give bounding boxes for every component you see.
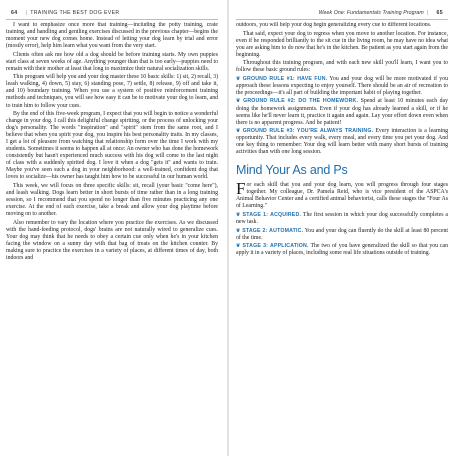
stage-text: You and your dog can fluently do the skill at least 80 percent of the time. [236,227,448,241]
left-header-rule [6,19,218,20]
paragraph: Throughout this training program, and with each new skill you'll learn, I want you to follow these basic ground rules: [236,60,448,74]
ground-rule-label: ❦ GROUND RULE #1: HAVE FUN. [236,75,328,82]
stage-label: ❦ STAGE 2: AUTOMATIC. [236,227,304,234]
paragraph: This week, we will focus on three specific skills: sit, recall (your basic "come here"), and leash walking. Dogs learn better in short bursts of time rather than in a long training session, so I recommend that you spend no longer than five minutes practicing any one exercise. At the end of each exercise, take a break and allow your dog playtime before moving on to another. [6,183,218,218]
paragraph: By the end of this five-week program, I expect that you will begin to notice a wonderful change in your dog. I call this delightful change spiriting, or the process of unlocking your dog's personality. The words "inspiration" and "spirit" stem from the same root, and I believe that when you spirit your dog, you inspire his best personality traits. In my classes, I get a lot of pleasure from watching that relationship form over the time I work with my students. Sometimes it seems to happen all at once: An owner who has done the homework consistently but hasn't experienced much success with his dog will come to the last night of class with a suddenly spirited dog. I love it when a dog "gets it" and wants to train. Maybe you've seen such a dog in your neighborhood: a well-trained, confident dog that loves to socialize—his owner has taught him how to be successful in our human world. [6,111,218,181]
left-page [6,22,218,440]
stage-item [236,212,448,226]
stage-item [236,243,448,257]
ground-rule-label: ❦ GROUND RULE #3: YOU'RE ALWAYS TRAINING. [236,128,374,135]
paragraph: Also remember to vary the location where you practice the exercises. As we discussed with the hand-feeding protocol, dogs' brains are not naturally wired to generalize cues. Your dog may think that he needs to obey a certain cue only when he's in your kitchen facing the window on a sunny day with that bag of treats on the kitchen counter. By making sure to practice the exercises in a variety of places, at different times of day, both indoors and [6,219,218,261]
ground-rule [236,98,448,126]
section-title: Mind Your As and Ps [236,163,348,178]
stage-text: The first session in which your dog successfully completes a new task. [236,212,448,226]
paragraph: outdoors, you will help your dog begin generalizing every cue to different locations. [236,22,432,28]
ground-rule-text: You and your dog will be more motivated if you approach these lessons expecting to enjoy yourself. There should be an air of recreation to the proceedings—it's all part of building the important habit of playing together. [236,75,448,96]
right-running-head: Week One: Fundamentals Training Program | 65 [318,10,443,16]
right-running-title: Week One: Fundamentals Training Program [318,10,424,16]
right-page [236,22,448,440]
ground-rule-text: Spend at least 10 minutes each day doing the homework assignments. Even if your dog has already learned a skill, or if he seems like he'll never learn it, practice it again and again. Lay your effort down even when there is no apparent progress. And be patient! [236,98,448,126]
stage-item [236,228,448,242]
right-header-rule [236,19,448,20]
paragraph: That said, expect your dog to regress when you move to another location. For instance, even if he responded brilliantly to the sit cue in the living room, he may have no idea what you are asking him to do now that he's in the kitchen. Be patient as you start again from the beginning. [236,30,448,58]
book-gutter [227,0,229,456]
drop-cap: F [236,179,246,199]
left-running-title: TRAINING THE BEST DOG EVER [30,10,120,16]
section-intro: For each skill that you and your dog learn, you will progress through four stages together. My colleague, Dr. Pamela Reid, who is vice president of the ASPCA's Animal Behavior Center and a certified animal behaviorist, calls these stages the "Four As of Learning." [236,179,448,210]
left-page-number: 64 [11,10,18,16]
paragraph: I want to emphasize once more that training—including the potty training, crate training, and handling and gentling exercises discussed in the previous chapter—begins the moment your new dog comes home. Instead of letting your dog learn by trial and error (mostly error), help him learn what you want from the very start. [6,22,218,50]
ground-rule-label: ❦ GROUND RULE #2: DO THE HOMEWORK. [236,98,359,105]
paragraph: Clients often ask me how old a dog should be before training starts. My own puppies start class at seven weeks of age. Anything younger than that is too early—puppies need to remain with their mother at least that long to maximize their natural socialization skills. [6,51,218,72]
ground-rule [236,76,448,97]
stage-text: The two of you have generalized the skill so that you can apply it in a variety of places, including some real life situations outside of training. [236,243,448,257]
paragraph: This program will help you and your dog master these 10 basic skills: 1) sit, 2) recall, 3) leash walking, 4) down, 5) stay, 6) standing pose, 7) settle, 8) release, 9) off and take it, and 10) boundary training. When you use a system of positive reinforcement training methods and techniques, you will see how easy it can be to motivate your dog to learn, and to train him to follow your cues. [6,74,218,109]
ground-rule-text: Every interaction is a learning opportunity. That includes every walk, every meal, and every time you pet your dog. And one key thing to remember: Your dog will learn better with many short bursts of training activities than with one long session. [236,128,448,156]
ground-rule [236,128,448,156]
stage-label: ❦ STAGE 3: APPLICATION. [236,243,309,250]
left-running-head: 64 | TRAINING THE BEST DOG EVER [11,10,120,16]
right-page-number: 65 [436,10,443,16]
stage-label: ❦ STAGE 1: ACQUIRED. [236,212,302,219]
